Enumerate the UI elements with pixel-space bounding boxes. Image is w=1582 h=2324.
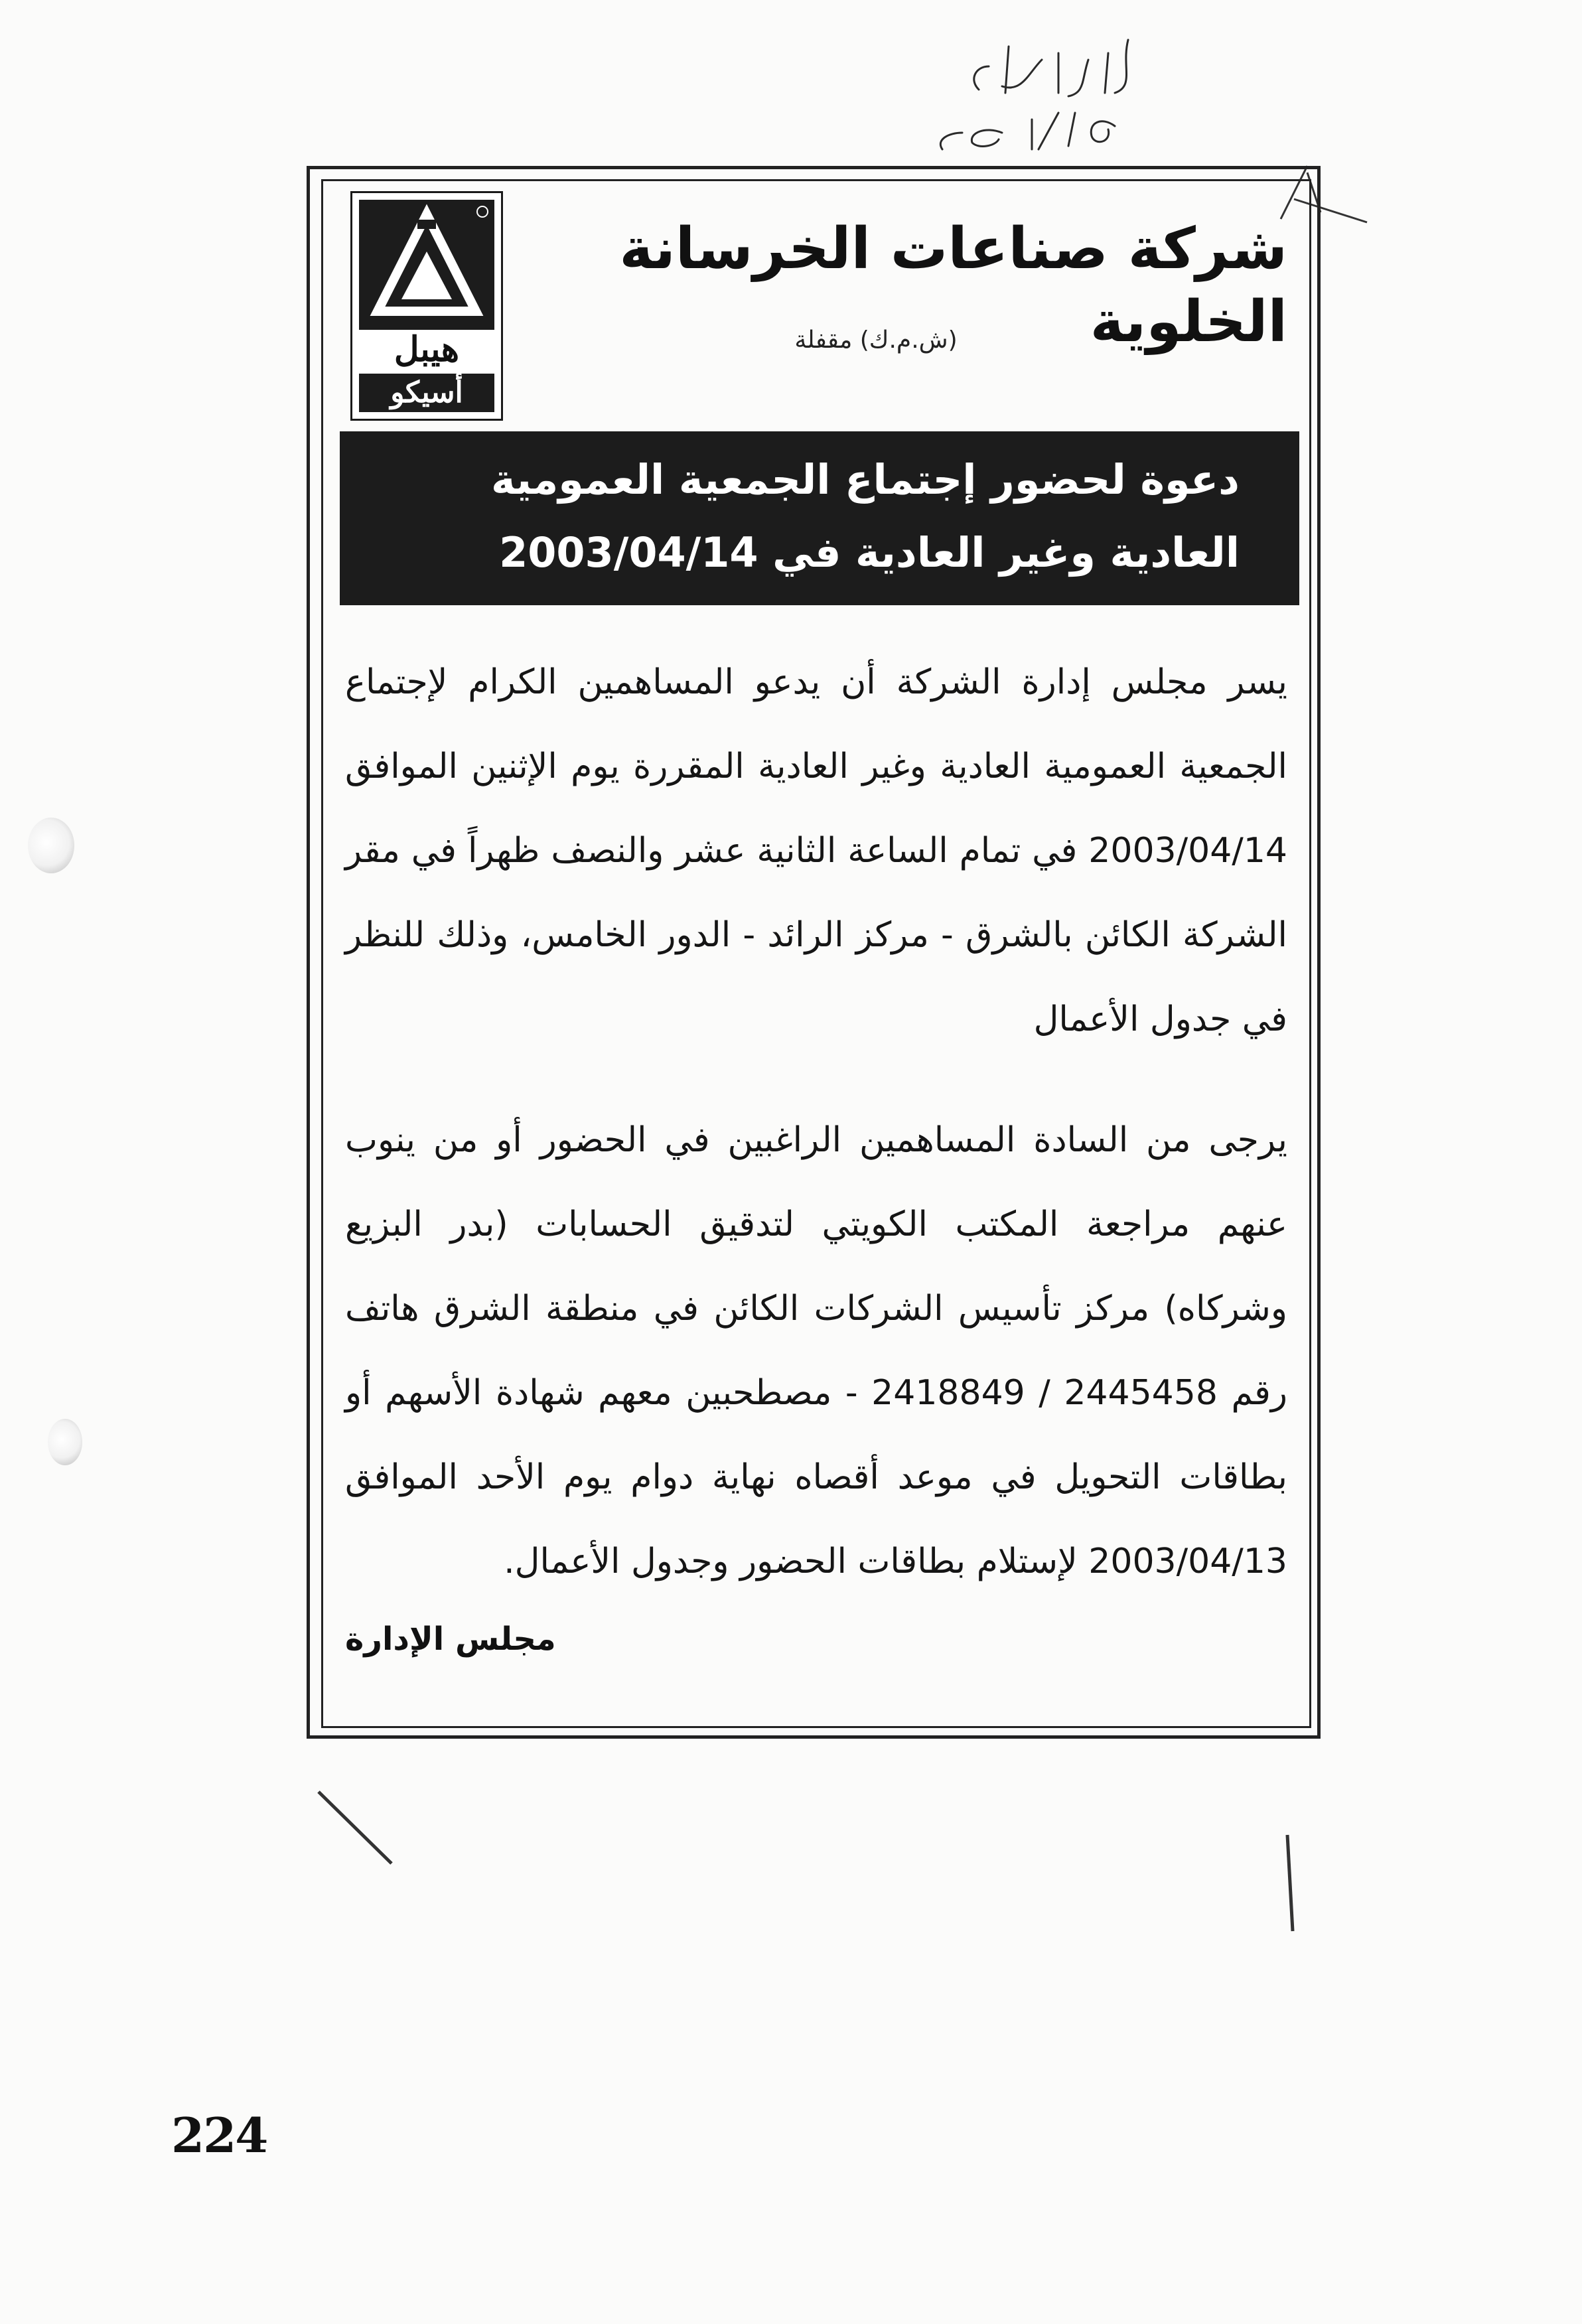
company-legal-form: (ش.م.ك) مقفلة — [794, 327, 958, 354]
invitation-banner — [340, 431, 1299, 605]
company-name: شركة صناعات الخرسانة الخلوية — [619, 216, 1287, 355]
logo-name: هيبل — [394, 329, 460, 370]
invitation-paragraph: يسر مجلس إدارة الشركة أن يدعو المساهمين الكرام لإجتماع الجمعية العمومية العادية وغير العادية المقررة يوم الإثنين الموافق 2003/04/14 في تمام الساعة الثانية عشر والنصف ظهراً في مقر الشركة الكائن بالشرق - مركز الرائد - الدور الخامس، وذلك للنظر في جدول الأعمال — [345, 662, 1287, 1039]
handwritten-annotation — [909, 13, 1161, 166]
signature-text: مجلس الإدارة — [345, 1621, 556, 1658]
banner-line-1: دعوة لحضور إجتماع الجمعية العمومية — [491, 455, 1240, 504]
logo-emblem — [359, 200, 494, 330]
scan-mark-right — [1281, 1832, 1301, 1938]
punch-hole-top — [28, 818, 74, 873]
page-number: 224 — [171, 2107, 267, 2163]
banner-line-2: العادية وغير العادية في 2003/04/14 — [499, 528, 1240, 577]
logo-subtitle: أسيكو — [359, 374, 494, 412]
signature-board — [345, 1606, 1287, 1672]
instructions-paragraph: يرجى من السادة المساهمين الراغبين في الحضور أو من ينوب عنهم مراجعة المكتب الكويتي لتدقيق الحسابات (بدر البزيع وشركاه) مركز تأسيس الشركات الكائن في منطقة الشرق هاتف رقم 2445458 / 2418849 - مصطحبين معهم شهادة الأسهم أو بطاقات التحويل في موعد أقصاه نهاية دوام يوم الأحد الموافق 2003/04/13 لإستلام بطاقات الحضور وجدول الأعمال. — [345, 1120, 1288, 1581]
punch-hole-bottom — [48, 1419, 82, 1465]
company-logo — [350, 191, 503, 421]
scan-mark-left — [312, 1785, 405, 1871]
